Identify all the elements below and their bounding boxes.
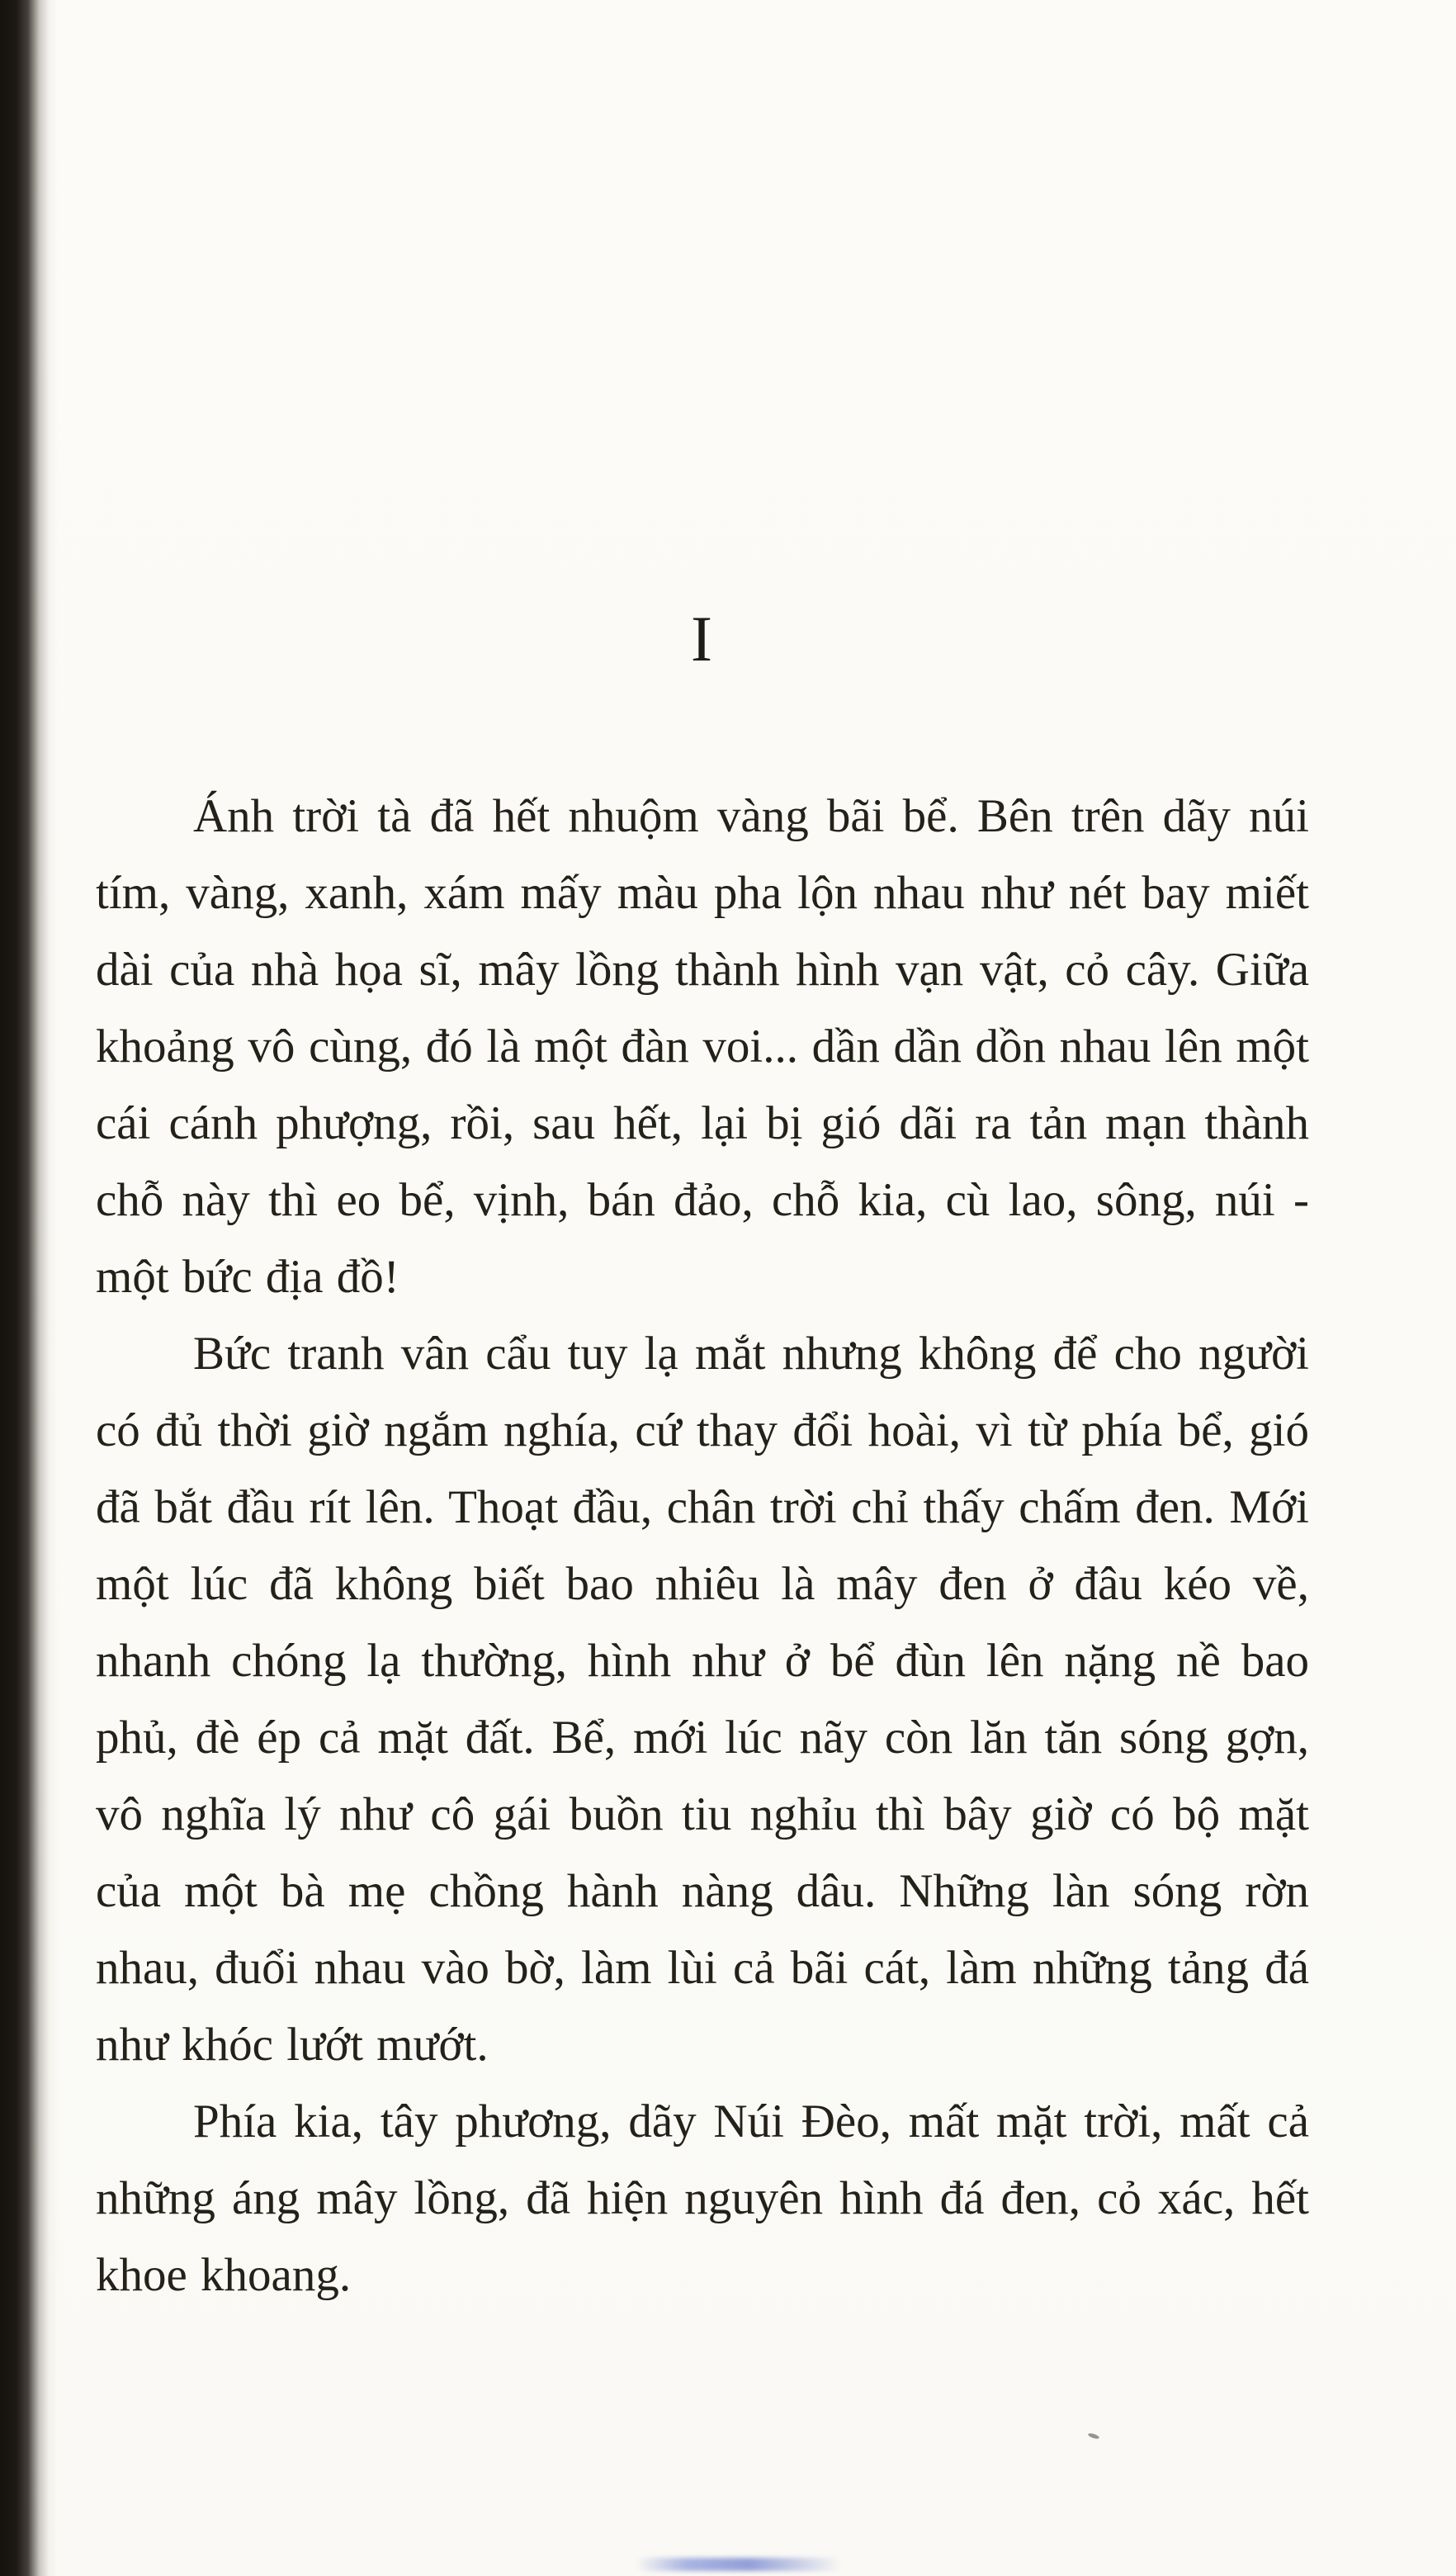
chapter-numeral: I	[691, 603, 714, 675]
paragraph: Ánh trời tà đã hết nhuộm vàng bãi bể. Bên trên dãy núi tím, vàng, xanh, xám mấy màu pha lộn nhau như nét bay miết dài của nhà họa sĩ, mây lồng thành hình vạn vật, cỏ cây. Giữa khoảng vô cùng, đó là một đàn voi... dần dần dồn nhau lên một cái cánh phượng, rồi, sau hết, lại bị gió dãi ra tản mạn thành chỗ này thì eo bể, vịnh, bán đảo, chỗ kia, cù lao, sông, núi - một bức địa đồ!	[96, 790, 1309, 1303]
scan-artifact	[1088, 2432, 1100, 2440]
spine-shadow	[0, 0, 58, 2576]
scan-artifact	[636, 2558, 842, 2571]
paragraph: Phía kia, tây phương, dãy Núi Đèo, mất mặt trời, mất cả những áng mây lồng, đã hiện nguyên hình đá đen, cỏ xác, hết khoe khoang.	[96, 2095, 1309, 2301]
page-content	[96, 601, 1309, 2313]
paragraph: Bức tranh vân cẩu tuy lạ mắt nhưng không để cho người có đủ thời giờ ngắm nghía, cứ thay đổi hoài, vì từ phía bể, gió đã bắt đầu rít lên. Thoạt đầu, chân trời chỉ thấy chấm đen. Mới một lúc đã không biết bao nhiêu là mây đen ở đâu kéo về, nhanh chóng lạ thường, hình như ở bể đùn lên nặng nề bao phủ, đè ép cả mặt đất. Bể, mới lúc nãy còn lăn tăn sóng gợn, vô nghĩa lý như cô gái buồn tiu nghỉu thì bây giờ có bộ mặt của một bà mẹ chồng hành nàng dâu. Những làn sóng rờn nhau, đuổi nhau vào bờ, làm lùi cả bãi cát, làm những tảng đá như khóc lướt mướt.	[96, 1328, 1309, 2071]
